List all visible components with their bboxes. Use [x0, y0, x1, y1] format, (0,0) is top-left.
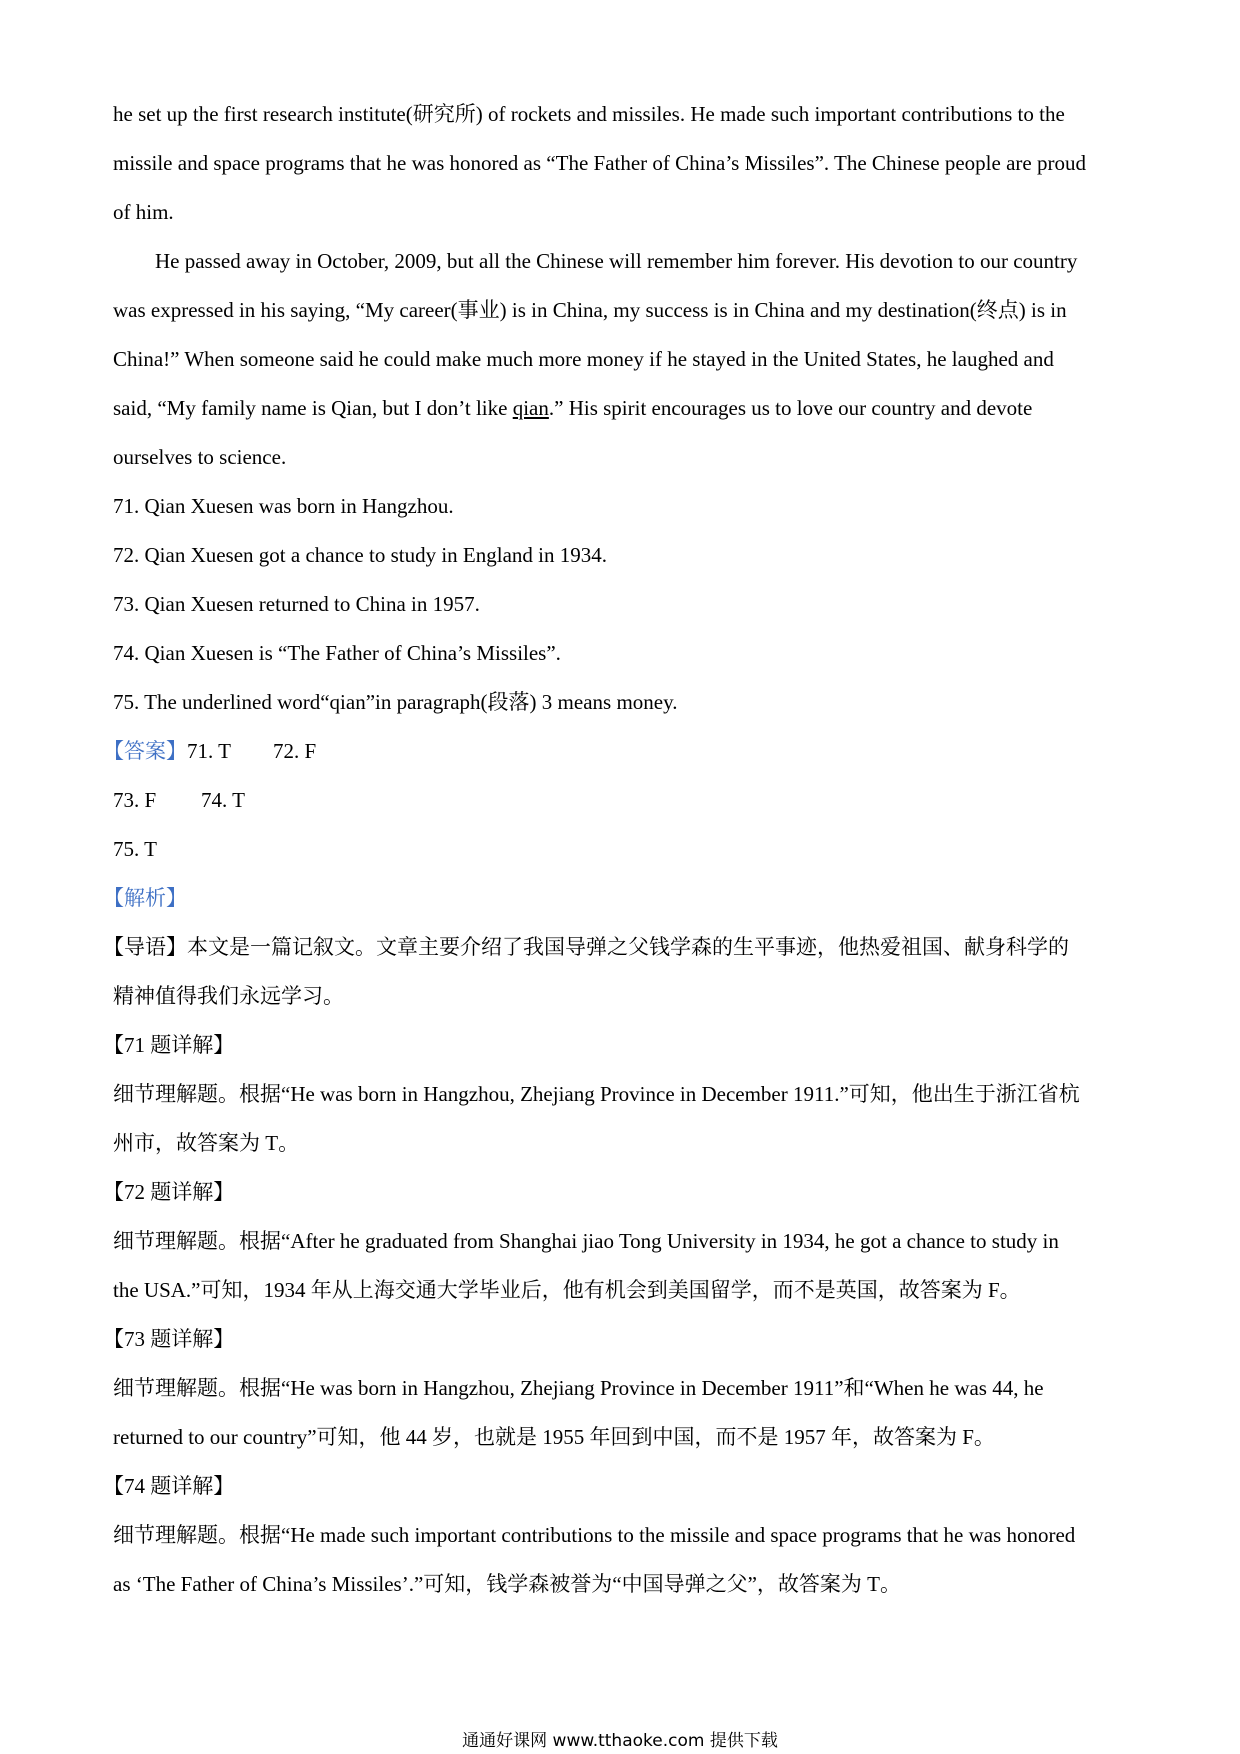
q73-explanation: returned to our country”可知，他 44 岁，也就是 1955 年回到中国，而不是 1957 年，故答案为 F。	[113, 1425, 995, 1449]
answer-label: 【答案】	[103, 739, 187, 763]
question-74: 74. Qian Xuesen is “The Father of China’s Missiles”.	[113, 641, 561, 665]
question-71: 71. Qian Xuesen was born in Hangzhou.	[113, 494, 454, 518]
q73-explanation: 细节理解题。根据“He was born in Hangzhou, Zhejiang Province in December 1911”和“When he was 44, he	[113, 1376, 1044, 1400]
q74-explanation: 细节理解题。根据“He made such important contributions to the missile and space programs that he was honored	[113, 1523, 1076, 1547]
passage-line	[113, 384, 1133, 433]
passage-line: was expressed in his saying, “My career(事业) is in China, my success is in China and my destination(终点) is in	[113, 298, 1067, 322]
analysis-label: 【解析】	[103, 886, 187, 910]
underlined-word: qian	[512, 396, 549, 420]
question-75: 75. The underlined word“qian”in paragraph(段落) 3 means money.	[113, 690, 678, 714]
passage-line: of him.	[113, 200, 174, 224]
passage-line: He passed away in October, 2009, but all the Chinese will remember him forever. His devotion to our country	[155, 249, 1078, 273]
page-footer: 通通好课网 www.tthaoke.com 提供下载	[462, 1731, 778, 1751]
analysis-intro: 【导语】本文是一篇记叙文。文章主要介绍了我国导弹之父钱学森的生平事迹，他热爱祖国、献身科学的	[103, 935, 1069, 959]
question-73: 73. Qian Xuesen returned to China in 1957.	[113, 592, 480, 616]
answers-row-3	[113, 825, 1133, 874]
answer-74: 74. T	[201, 788, 245, 812]
q73-title: 【73 题详解】	[103, 1327, 235, 1351]
analysis-intro: 精神值得我们永远学习。	[113, 984, 344, 1008]
answer-71: 71. T	[187, 739, 231, 763]
q72-explanation: the USA.”可知，1934 年从上海交通大学毕业后，他有机会到美国留学，而不是英国，故答案为 F。	[113, 1278, 1021, 1302]
passage-line: missile and space programs that he was honored as “The Father of China’s Missiles”. The Chinese people are proud	[113, 151, 1086, 175]
q74-explanation: as ‘The Father of China’s Missiles’.”可知，钱学森被誉为“中国导弹之父”，故答案为 T。	[113, 1572, 901, 1596]
q74-title: 【74 题详解】	[103, 1474, 235, 1498]
q72-title: 【72 题详解】	[103, 1180, 235, 1204]
passage-text: .” His spirit encourages us to love our country and devote	[548, 396, 1033, 420]
q71-explanation: 细节理解题。根据“He was born in Hangzhou, Zhejiang Province in December 1911.”可知，他出生于浙江省杭	[113, 1082, 1080, 1106]
passage-line: China!” When someone said he could make much more money if he stayed in the United States, he laughed and	[113, 347, 1054, 371]
answers-row-2	[113, 776, 1133, 825]
passage-line: ourselves to science.	[113, 445, 287, 469]
q72-explanation: 细节理解题。根据“After he graduated from Shanghai jiao Tong University in 1934, he got a chance to study in	[113, 1229, 1059, 1253]
question-72: 72. Qian Xuesen got a chance to study in England in 1934.	[113, 543, 607, 567]
q71-explanation: 州市，故答案为 T。	[113, 1131, 300, 1155]
document-page	[103, 90, 1133, 1609]
passage-text: said, “My family name is Qian, but I don’t like	[113, 396, 513, 420]
passage-line: he set up the first research institute(研究所) of rockets and missiles. He made such important contributions to the	[113, 102, 1065, 126]
answer-72: 72. F	[273, 739, 317, 763]
q71-title: 【71 题详解】	[103, 1033, 235, 1057]
answer-73: 73. F	[113, 788, 157, 812]
answer-75: 75. T	[113, 837, 157, 861]
answers-row-1	[103, 727, 1133, 776]
